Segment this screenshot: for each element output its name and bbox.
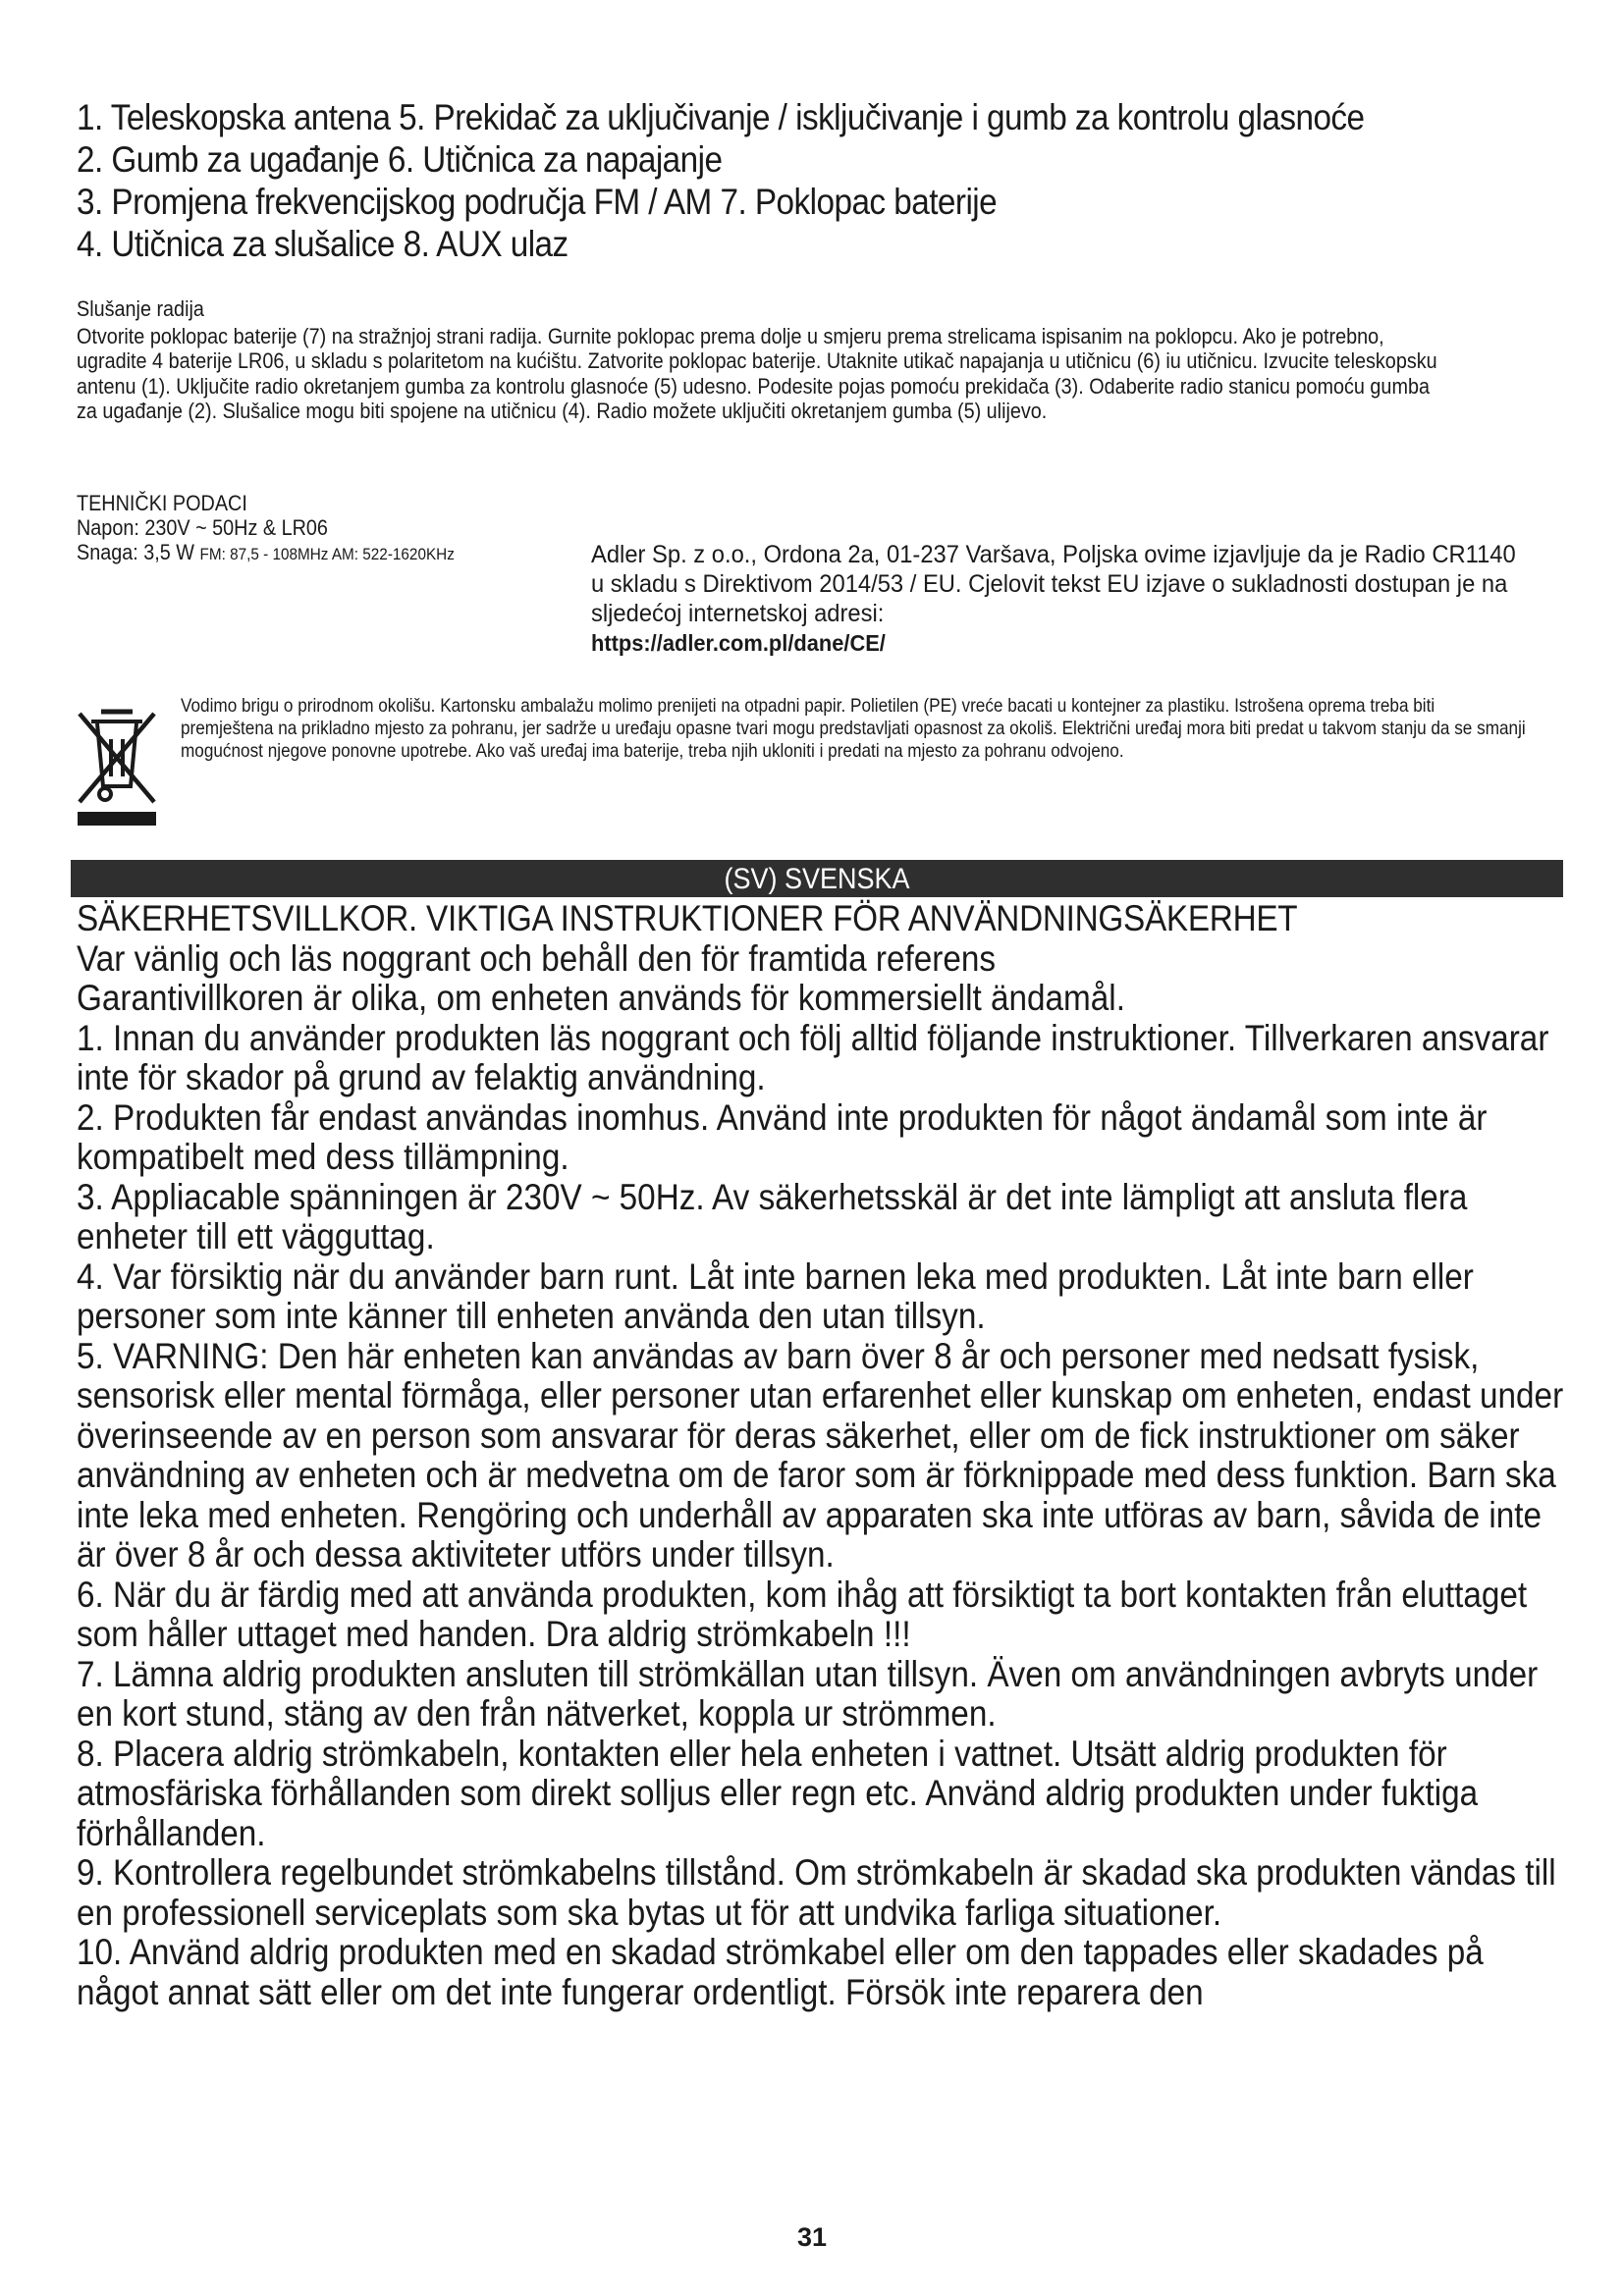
declaration <box>591 540 1524 658</box>
safety-item: 4. Var försiktig när du använder barn runt. Låt inte barnen leka med produkten. Låt inte barn eller personer som inte känner till enheten använda den utan tillsyn. <box>77 1255 1474 1336</box>
parts-list-item: 4. Utičnica za slušalice 8. AUX ulaz <box>77 224 568 264</box>
tech-power-row <box>77 540 455 566</box>
tech-voltage: Napon: 230V ~ 50Hz & LR06 <box>77 515 328 540</box>
swedish-section <box>77 899 1570 2012</box>
language-label: (SV) SVENSKA <box>724 863 910 895</box>
parts-list-item: 1. Teleskopska antena 5. Prekidač za uključivanje / isključivanje i gumb za kontrolu glasnoće <box>77 97 1365 137</box>
page-number: 31 <box>796 2222 828 2252</box>
parts-list <box>77 96 1411 265</box>
safety-item: 1. Innan du använder produkten läs noggrant och följ alltid följande instruktioner. Tillverkaren ansvarar inte för skador på grund av felaktig användning. <box>77 1017 1549 1097</box>
tech-bands: FM: 87,5 - 108MHz AM: 522-1620KHz <box>199 545 455 563</box>
technical-data <box>77 491 455 566</box>
tech-power: Snaga: 3,5 W <box>77 540 194 564</box>
declaration-text: Adler Sp. z o.o., Ordona 2a, 01-237 Varšava, Poljska ovime izjavljuje da je Radio CR1140 u skladu s Direktivom 2014/53 / EU. Cjelovit tekst EU izjave o sukladnosti dostupan je na sljedećoj internetskoj adresi: <box>591 541 1516 627</box>
safety-item: 8. Placera aldrig strömkabeln, kontakten eller hela enheten i vattnet. Utsätt aldrig produkten för atmosfäriska förhållanden som direkt solljus eller regn etc. Använd aldrig produkten under fuktiga förhållanden. <box>77 1733 1479 1853</box>
swedish-intro: Var vänlig och läs noggrant och behåll den för framtida referens <box>77 937 997 979</box>
safety-item: 3. Appliacable spänningen är 230V ~ 50Hz. Av säkerhetsskäl är det inte lämpligt att ansluta flera enheter till ett vägguttag. <box>77 1176 1468 1256</box>
parts-list-item: 3. Promjena frekvencijskog područja FM / AM 7. Poklopac baterije <box>77 182 998 222</box>
swedish-heading: SÄKERHETSVILLKOR. VIKTIGA INSTRUKTIONER FÖR ANVÄNDNINGSÄKERHET <box>77 898 1298 938</box>
declaration-url: https://adler.com.pl/dane/CE/ <box>591 630 886 656</box>
safety-item: 10. Använd aldrig produkten med en skadad strömkabel eller om den tappades eller skadades på något annat sätt eller om det inte fungerar ordentligt. Försök inte reparera den <box>77 1932 1484 2012</box>
safety-item: 9. Kontrollera regelbundet strömkabelns tillstånd. Om strömkabeln är skadad ska produkten vändas till en professionell serviceplats som ska bytas ut för att undvika farliga situationer. <box>77 1852 1556 1933</box>
parts-list-item: 2. Gumb za ugađanje 6. Utičnica za napajanje <box>77 139 723 180</box>
weee-bin-icon <box>72 700 162 828</box>
language-bar <box>71 860 1563 897</box>
safety-item: 7. Lämna aldrig produkten ansluten till strömkällan utan tillsyn. Även om användningen avbryts under en kort stund, stäng av den från nätverket, koppla ur strömmen. <box>77 1653 1539 1734</box>
tech-heading: TEHNIČKI PODACI <box>77 491 247 515</box>
weee-notice: Vodimo brigu o prirodnom okolišu. Kartonsku ambalažu molimo prenijeti na otpadni papir. Polietilen (PE) vreće bacati u kontejner za plastiku. Istrošena oprema treba biti premještena na prikladno mjesto za pohranu, jer sadrže u uređaju opasne tvari mogu predstavljati opasnost za okoliš. Električni uređaj mora biti predat u takvom stanju da se smanji mogućnost njegove ponovne upotrebe. Ako vaš uređaj ima baterije, treba njih ukloniti i predati na mjesto za pohranu odvojeno. <box>181 695 1526 762</box>
safety-item: 5. VARNING: Den här enheten kan användas av barn över 8 år och personer med nedsatt fysisk, sensorisk eller mental förmåga, eller personer utan erfarenhet eller kunskap om enheten, endast under överinseende av en person som ansvarar för deras säkerhet, eller om de fick instruktioner om säker användning av enheten och är medvetna om de faror som är förknippade med dess funktion. Barn ska inte leka med enheten. Rengöring och underhåll av apparaten ska inte utföras av barn, såvida de inte är över 8 år och dessa aktiviteter utförs under tillsyn. <box>77 1335 1564 1575</box>
listening-section <box>77 296 1455 424</box>
listening-heading: Slušanje radija <box>77 296 204 321</box>
safety-item: 2. Produkten får endast användas inomhus. Använd inte produkten för något ändamål som inte är kompatibelt med dess tillämpning. <box>77 1096 1488 1177</box>
listening-body: Otvorite poklopac baterije (7) na stražnjoj strani radija. Gurnite poklopac prema dolje u smjeru prema strelicama ispisanim na poklopcu. Ako je potrebno, ugradite 4 baterije LR06, u skladu s polaritetom na kućištu. Zatvorite poklopac baterije. Utaknite utikač napajanja u utičnicu (6) iu utičnicu. Izvucite teleskopsku antenu (1). Uključite radio okretanjem gumba za kontrolu glasnoće (5) udesno. Podesite pojas pomoću prekidača (3). Odaberite radio stanicu pomoću gumba za ugađanje (2). Slušalice mogu biti spojene na utičnicu (4). Radio možete uključiti okretanjem gumba (5) ulijevo. <box>77 323 1437 423</box>
safety-item: 6. När du är färdig med att använda produkten, kom ihåg att försiktigt ta bort kontakten från eluttaget som håller uttaget med handen. Dra aldrig strömkabeln !!! <box>77 1574 1528 1654</box>
swedish-intro: Garantivillkoren är olika, om enheten används för kommersiellt ändamål. <box>77 978 1125 1018</box>
